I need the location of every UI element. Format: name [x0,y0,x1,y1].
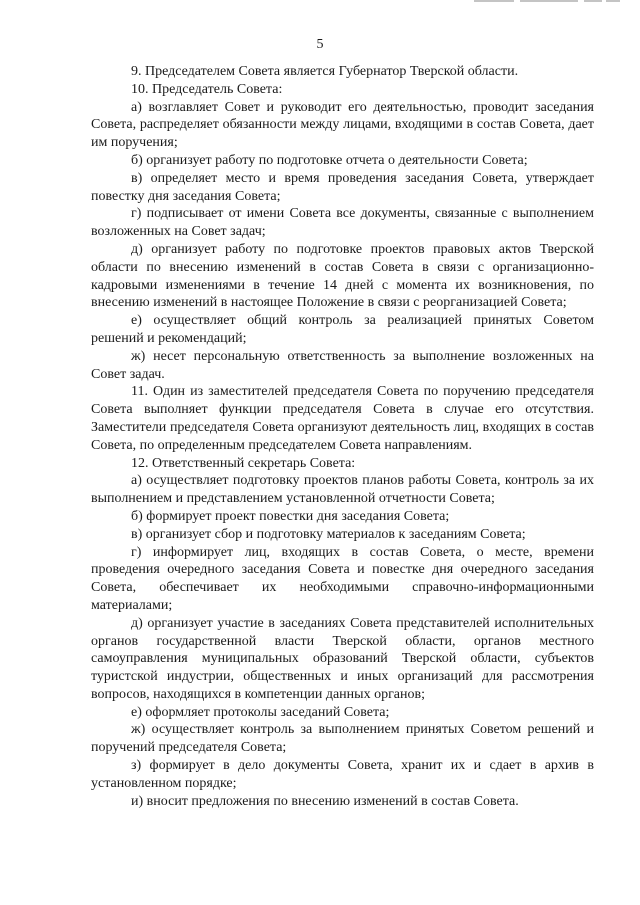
paragraph-10-b: б) организует работу по подготовке отчета о деятельности Совета; [131,152,528,168]
paragraph-12-d: д) организует участие в заседаниях Совета представителей исполнительных органов государственной власти Тверской области, органов местного самоуправления муниципальных образований Тверской области, субъектов туристской индустрии, общественных и иных организаций для рассмотрения вопросов, находящихся в компетенции данных органов; [91,615,594,702]
paragraph-12-z: з) формирует в дело документы Совета, хранит их и сдает в архив в установленном порядке; [91,758,594,791]
scan-edge-mark [474,0,624,3]
paragraph-10-v: в) определяет место и время проведения заседания Совета, утверждает повестку дня заседания Совета; [91,170,594,204]
paragraph-10-d: д) организует работу по подготовке проектов правовых актов Тверской области по внесению изменений в состав Совета в связи с организационно-кадровыми изменениями в течение 14 дней с момента их возникновения, по внесению изменений в настоящее Положение в связи с реорганизацией Совета; [91,241,594,311]
paragraph-12-v: в) организует сбор и подготовку материалов к заседаниям Совета; [131,526,526,542]
paragraph-10-heading: 10. Председатель Совета: [131,81,283,97]
paragraph-10-zh: ж) несет персональную ответственность за выполнение возложенных на Совет задач. [91,348,594,382]
document-body [91,63,594,810]
paragraph-12-zh: ж) осуществляет контроль за выполнением принятых Советом решений и поручений председателя Совета; [91,722,594,756]
paragraph-12-a: а) осуществляет подготовку проектов планов работы Совета, контроль за их выполнением и представлением установленной отчетности Совета; [91,473,594,507]
paragraph-11: 11. Один из заместителей председателя Совета по поручению председателя Совета выполняет функции председателя Совета в случае его отсутствия. Заместители председателя Совета организуют деятельность лиц, входящих в состав Совета, по определенным председателем Совета направлениям. [91,384,594,453]
page-number: 5 [316,37,324,52]
paragraph-12-b: б) формирует проект повестки дня заседания Совета; [131,508,450,524]
paragraph-10-g: г) подписывает от имени Совета все документы, связанные с выполнением возложенных на Совет задач; [91,206,594,240]
paragraph-12-i: и) вносит предложения по внесению изменений в состав Совета. [131,793,519,809]
paragraph-12-heading: 12. Ответственный секретарь Совета: [131,455,356,471]
paragraph-12-e: е) оформляет протоколы заседаний Совета; [131,704,390,720]
paragraph-10-e: е) осуществляет общий контроль за реализацией принятых Советом решений и рекомендаций; [91,313,594,346]
paragraph-12-g: г) информирует лиц, входящих в состав Совета, о месте, времени проведения очередного заседания Совета и повестке дня очередного заседания Совета, обеспечивает их необходимыми справочно-информационными материалами; [91,544,594,613]
paragraph-9: 9. Председателем Совета является Губернатор Тверской области. [131,64,519,79]
paragraph-10-a: а) возглавляет Совет и руководит его деятельностью, проводит заседания Совета, распределяет обязанности между лицами, входящими в состав Совета, дает им поручения; [91,99,594,151]
